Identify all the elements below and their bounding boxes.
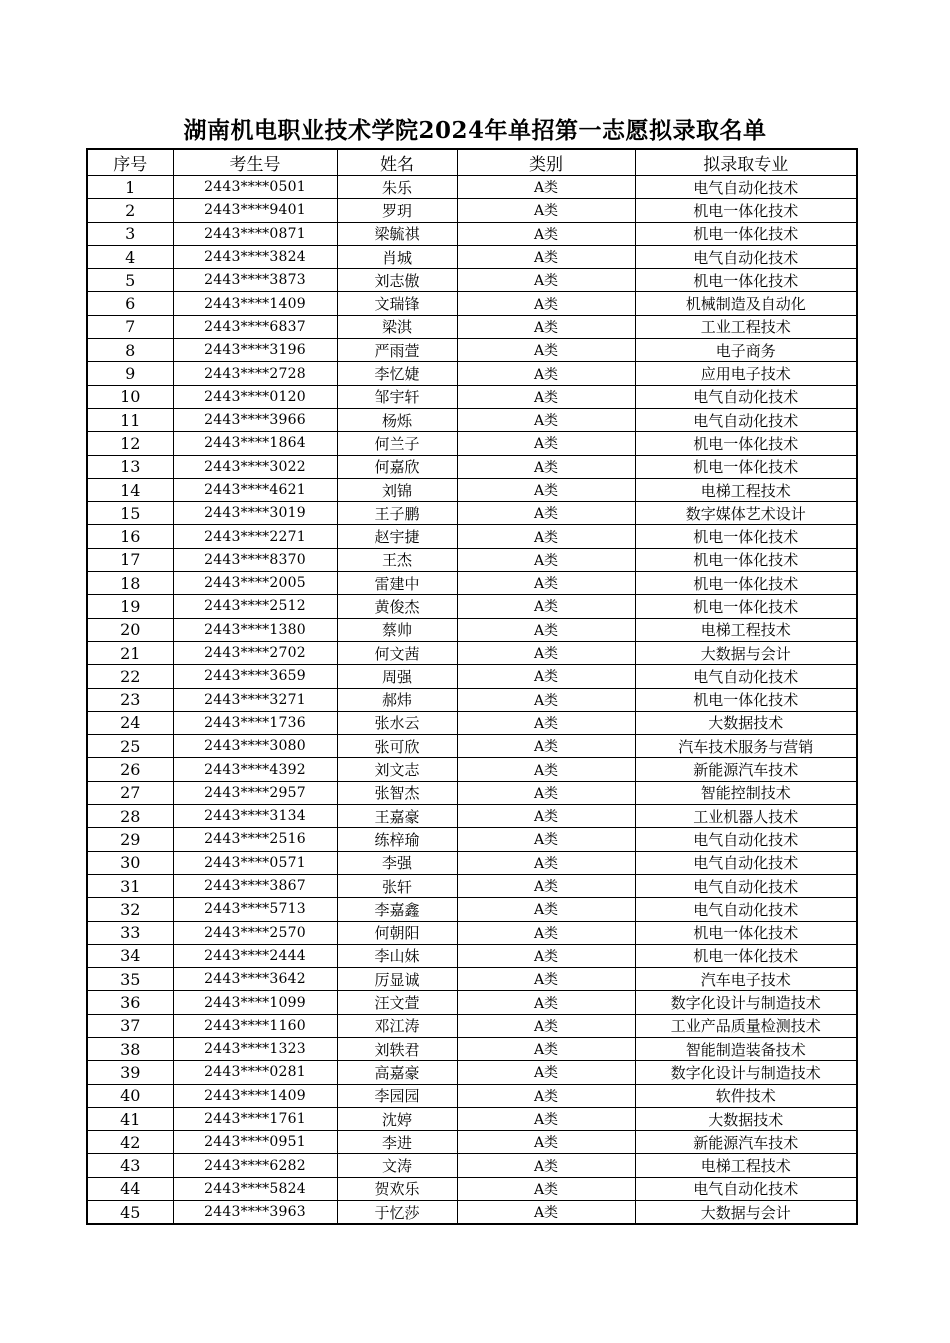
cell-major: 电气自动化技术 bbox=[635, 245, 857, 268]
cell-exam-id: 2443****2005 bbox=[173, 572, 337, 595]
cell-seq: 31 bbox=[87, 874, 173, 897]
cell-name: 贺欢乐 bbox=[337, 1177, 457, 1200]
cell-category: A类 bbox=[457, 1014, 635, 1037]
cell-exam-id: 2443****1409 bbox=[173, 292, 337, 315]
cell-category: A类 bbox=[457, 735, 635, 758]
cell-major: 机电一体化技术 bbox=[635, 595, 857, 618]
cell-major: 电气自动化技术 bbox=[635, 874, 857, 897]
cell-exam-id: 2443****0120 bbox=[173, 385, 337, 408]
document-title: 湖南机电职业技术学院2024年单招第一志愿拟录取名单 bbox=[183, 117, 767, 144]
cell-major: 电气自动化技术 bbox=[635, 385, 857, 408]
cell-seq: 9 bbox=[87, 362, 173, 385]
cell-name: 高嘉豪 bbox=[337, 1061, 457, 1084]
cell-exam-id: 2443****6837 bbox=[173, 315, 337, 338]
cell-seq: 8 bbox=[87, 339, 173, 362]
table-row bbox=[87, 1014, 857, 1037]
cell-category: A类 bbox=[457, 921, 635, 944]
cell-seq: 27 bbox=[87, 781, 173, 804]
cell-seq: 36 bbox=[87, 991, 173, 1014]
cell-name: 张智杰 bbox=[337, 781, 457, 804]
cell-category: A类 bbox=[457, 292, 635, 315]
cell-major: 大数据与会计 bbox=[635, 1201, 857, 1225]
table-row bbox=[87, 176, 857, 199]
table-row bbox=[87, 315, 857, 338]
cell-seq: 20 bbox=[87, 618, 173, 641]
cell-major: 软件技术 bbox=[635, 1084, 857, 1107]
cell-seq: 1 bbox=[87, 176, 173, 199]
table-row bbox=[87, 362, 857, 385]
cell-category: A类 bbox=[457, 1107, 635, 1130]
cell-category: A类 bbox=[457, 1201, 635, 1225]
cell-major: 机电一体化技术 bbox=[635, 525, 857, 548]
cell-name: 文瑞锋 bbox=[337, 292, 457, 315]
cell-name: 李园园 bbox=[337, 1084, 457, 1107]
cell-exam-id: 2443****3867 bbox=[173, 874, 337, 897]
table-row bbox=[87, 1131, 857, 1154]
cell-name: 刘志傲 bbox=[337, 269, 457, 292]
cell-category: A类 bbox=[457, 781, 635, 804]
cell-name: 李山妹 bbox=[337, 944, 457, 967]
cell-name: 于忆莎 bbox=[337, 1201, 457, 1225]
cell-category: A类 bbox=[457, 176, 635, 199]
cell-category: A类 bbox=[457, 478, 635, 501]
cell-seq: 42 bbox=[87, 1131, 173, 1154]
cell-exam-id: 2443****4392 bbox=[173, 758, 337, 781]
cell-seq: 23 bbox=[87, 688, 173, 711]
cell-major: 电梯工程技术 bbox=[635, 618, 857, 641]
cell-name: 邓江涛 bbox=[337, 1014, 457, 1037]
cell-exam-id: 2443****2728 bbox=[173, 362, 337, 385]
cell-major: 机电一体化技术 bbox=[635, 269, 857, 292]
cell-category: A类 bbox=[457, 665, 635, 688]
cell-category: A类 bbox=[457, 991, 635, 1014]
table-row bbox=[87, 339, 857, 362]
cell-major: 机电一体化技术 bbox=[635, 199, 857, 222]
cell-name: 王杰 bbox=[337, 548, 457, 571]
cell-category: A类 bbox=[457, 851, 635, 874]
cell-exam-id: 2443****3824 bbox=[173, 245, 337, 268]
cell-name: 文涛 bbox=[337, 1154, 457, 1177]
cell-exam-id: 2443****8370 bbox=[173, 548, 337, 571]
cell-seq: 22 bbox=[87, 665, 173, 688]
cell-exam-id: 2443****5713 bbox=[173, 898, 337, 921]
cell-name: 梁淇 bbox=[337, 315, 457, 338]
cell-category: A类 bbox=[457, 502, 635, 525]
cell-major: 新能源汽车技术 bbox=[635, 1131, 857, 1154]
cell-exam-id: 2443****1864 bbox=[173, 432, 337, 455]
cell-seq: 28 bbox=[87, 805, 173, 828]
cell-exam-id: 2443****2957 bbox=[173, 781, 337, 804]
cell-major: 电梯工程技术 bbox=[635, 478, 857, 501]
cell-seq: 43 bbox=[87, 1154, 173, 1177]
cell-major: 机电一体化技术 bbox=[635, 455, 857, 478]
table-row bbox=[87, 898, 857, 921]
cell-name: 蔡帅 bbox=[337, 618, 457, 641]
cell-exam-id: 2443****6282 bbox=[173, 1154, 337, 1177]
cell-exam-id: 2443****3134 bbox=[173, 805, 337, 828]
cell-exam-id: 2443****1160 bbox=[173, 1014, 337, 1037]
cell-category: A类 bbox=[457, 408, 635, 431]
cell-category: A类 bbox=[457, 1131, 635, 1154]
table-row bbox=[87, 245, 857, 268]
cell-name: 沈婷 bbox=[337, 1107, 457, 1130]
cell-exam-id: 2443****9401 bbox=[173, 199, 337, 222]
cell-exam-id: 2443****3271 bbox=[173, 688, 337, 711]
table-row bbox=[87, 455, 857, 478]
table-row bbox=[87, 1201, 857, 1225]
cell-major: 大数据与会计 bbox=[635, 641, 857, 664]
cell-category: A类 bbox=[457, 874, 635, 897]
cell-seq: 3 bbox=[87, 222, 173, 245]
cell-category: A类 bbox=[457, 1177, 635, 1200]
cell-name: 梁毓祺 bbox=[337, 222, 457, 245]
header-category: 类别 bbox=[457, 149, 635, 176]
cell-major: 电气自动化技术 bbox=[635, 828, 857, 851]
cell-name: 邹宇轩 bbox=[337, 385, 457, 408]
table-row bbox=[87, 1061, 857, 1084]
cell-exam-id: 2443****2702 bbox=[173, 641, 337, 664]
cell-major: 电气自动化技术 bbox=[635, 176, 857, 199]
cell-category: A类 bbox=[457, 805, 635, 828]
cell-seq: 17 bbox=[87, 548, 173, 571]
cell-exam-id: 2443****1323 bbox=[173, 1037, 337, 1060]
cell-exam-id: 2443****2570 bbox=[173, 921, 337, 944]
cell-exam-id: 2443****4621 bbox=[173, 478, 337, 501]
cell-category: A类 bbox=[457, 548, 635, 571]
cell-name: 张水云 bbox=[337, 711, 457, 734]
table-row bbox=[87, 805, 857, 828]
cell-seq: 11 bbox=[87, 408, 173, 431]
cell-major: 电气自动化技术 bbox=[635, 665, 857, 688]
cell-category: A类 bbox=[457, 269, 635, 292]
cell-name: 雷建中 bbox=[337, 572, 457, 595]
cell-seq: 29 bbox=[87, 828, 173, 851]
table-row bbox=[87, 1037, 857, 1060]
cell-major: 数字化设计与制造技术 bbox=[635, 1061, 857, 1084]
cell-exam-id: 2443****1736 bbox=[173, 711, 337, 734]
cell-exam-id: 2443****3642 bbox=[173, 968, 337, 991]
cell-seq: 34 bbox=[87, 944, 173, 967]
table-row bbox=[87, 688, 857, 711]
table-row bbox=[87, 1107, 857, 1130]
table-row bbox=[87, 1084, 857, 1107]
cell-category: A类 bbox=[457, 1037, 635, 1060]
table-row bbox=[87, 851, 857, 874]
cell-seq: 14 bbox=[87, 478, 173, 501]
cell-category: A类 bbox=[457, 758, 635, 781]
cell-category: A类 bbox=[457, 618, 635, 641]
cell-name: 严雨萱 bbox=[337, 339, 457, 362]
cell-exam-id: 2443****2444 bbox=[173, 944, 337, 967]
cell-seq: 21 bbox=[87, 641, 173, 664]
cell-category: A类 bbox=[457, 572, 635, 595]
table-body bbox=[87, 176, 857, 1225]
table-row bbox=[87, 758, 857, 781]
table-header-row bbox=[87, 149, 857, 176]
cell-exam-id: 2443****2512 bbox=[173, 595, 337, 618]
cell-major: 机电一体化技术 bbox=[635, 944, 857, 967]
table-row bbox=[87, 735, 857, 758]
cell-major: 电子商务 bbox=[635, 339, 857, 362]
cell-category: A类 bbox=[457, 1154, 635, 1177]
table-row bbox=[87, 1154, 857, 1177]
cell-name: 杨烁 bbox=[337, 408, 457, 431]
cell-major: 机械制造及自动化 bbox=[635, 292, 857, 315]
cell-category: A类 bbox=[457, 1061, 635, 1084]
cell-name: 厉显诚 bbox=[337, 968, 457, 991]
cell-major: 机电一体化技术 bbox=[635, 688, 857, 711]
cell-category: A类 bbox=[457, 711, 635, 734]
cell-name: 何文茜 bbox=[337, 641, 457, 664]
cell-name: 何兰子 bbox=[337, 432, 457, 455]
table-row bbox=[87, 572, 857, 595]
cell-exam-id: 2443****3080 bbox=[173, 735, 337, 758]
cell-category: A类 bbox=[457, 432, 635, 455]
cell-seq: 40 bbox=[87, 1084, 173, 1107]
cell-exam-id: 2443****1761 bbox=[173, 1107, 337, 1130]
cell-exam-id: 2443****2516 bbox=[173, 828, 337, 851]
table-row bbox=[87, 968, 857, 991]
cell-seq: 41 bbox=[87, 1107, 173, 1130]
cell-seq: 32 bbox=[87, 898, 173, 921]
cell-name: 何嘉欣 bbox=[337, 455, 457, 478]
cell-category: A类 bbox=[457, 968, 635, 991]
cell-category: A类 bbox=[457, 898, 635, 921]
cell-name: 李嘉鑫 bbox=[337, 898, 457, 921]
cell-major: 电气自动化技术 bbox=[635, 898, 857, 921]
cell-category: A类 bbox=[457, 595, 635, 618]
cell-seq: 18 bbox=[87, 572, 173, 595]
cell-seq: 24 bbox=[87, 711, 173, 734]
cell-seq: 16 bbox=[87, 525, 173, 548]
cell-major: 工业产品质量检测技术 bbox=[635, 1014, 857, 1037]
cell-name: 王子鹏 bbox=[337, 502, 457, 525]
cell-major: 机电一体化技术 bbox=[635, 432, 857, 455]
cell-exam-id: 2443****3196 bbox=[173, 339, 337, 362]
cell-major: 应用电子技术 bbox=[635, 362, 857, 385]
table-row bbox=[87, 548, 857, 571]
cell-exam-id: 2443****0871 bbox=[173, 222, 337, 245]
cell-category: A类 bbox=[457, 455, 635, 478]
cell-name: 朱乐 bbox=[337, 176, 457, 199]
cell-exam-id: 2443****0501 bbox=[173, 176, 337, 199]
cell-major: 汽车电子技术 bbox=[635, 968, 857, 991]
cell-name: 罗玥 bbox=[337, 199, 457, 222]
header-major: 拟录取专业 bbox=[635, 149, 857, 176]
cell-name: 肖城 bbox=[337, 245, 457, 268]
cell-seq: 7 bbox=[87, 315, 173, 338]
cell-name: 练梓瑜 bbox=[337, 828, 457, 851]
cell-seq: 37 bbox=[87, 1014, 173, 1037]
cell-seq: 6 bbox=[87, 292, 173, 315]
cell-exam-id: 2443****3659 bbox=[173, 665, 337, 688]
cell-exam-id: 2443****1380 bbox=[173, 618, 337, 641]
cell-seq: 45 bbox=[87, 1201, 173, 1225]
cell-major: 机电一体化技术 bbox=[635, 572, 857, 595]
cell-name: 赵宇捷 bbox=[337, 525, 457, 548]
cell-seq: 10 bbox=[87, 385, 173, 408]
table-row bbox=[87, 711, 857, 734]
header-name: 姓名 bbox=[337, 149, 457, 176]
table-row bbox=[87, 944, 857, 967]
cell-name: 张轩 bbox=[337, 874, 457, 897]
cell-name: 汪文萱 bbox=[337, 991, 457, 1014]
cell-major: 大数据技术 bbox=[635, 1107, 857, 1130]
cell-seq: 44 bbox=[87, 1177, 173, 1200]
cell-name: 黄俊杰 bbox=[337, 595, 457, 618]
table-row bbox=[87, 478, 857, 501]
cell-major: 汽车技术服务与营销 bbox=[635, 735, 857, 758]
cell-major: 工业机器人技术 bbox=[635, 805, 857, 828]
cell-name: 李忆婕 bbox=[337, 362, 457, 385]
cell-exam-id: 2443****3019 bbox=[173, 502, 337, 525]
cell-category: A类 bbox=[457, 315, 635, 338]
cell-exam-id: 2443****3022 bbox=[173, 455, 337, 478]
cell-major: 数字媒体艺术设计 bbox=[635, 502, 857, 525]
cell-major: 机电一体化技术 bbox=[635, 222, 857, 245]
table-row bbox=[87, 665, 857, 688]
table-row bbox=[87, 222, 857, 245]
cell-exam-id: 2443****0571 bbox=[173, 851, 337, 874]
table-row bbox=[87, 199, 857, 222]
cell-seq: 4 bbox=[87, 245, 173, 268]
cell-category: A类 bbox=[457, 245, 635, 268]
admission-table bbox=[86, 148, 858, 1225]
cell-major: 智能控制技术 bbox=[635, 781, 857, 804]
cell-major: 电气自动化技术 bbox=[635, 408, 857, 431]
cell-exam-id: 2443****3873 bbox=[173, 269, 337, 292]
cell-seq: 19 bbox=[87, 595, 173, 618]
table-row bbox=[87, 502, 857, 525]
cell-category: A类 bbox=[457, 944, 635, 967]
cell-seq: 12 bbox=[87, 432, 173, 455]
cell-name: 周强 bbox=[337, 665, 457, 688]
cell-name: 王嘉豪 bbox=[337, 805, 457, 828]
cell-exam-id: 2443****1099 bbox=[173, 991, 337, 1014]
cell-name: 李进 bbox=[337, 1131, 457, 1154]
cell-major: 机电一体化技术 bbox=[635, 548, 857, 571]
table-row bbox=[87, 828, 857, 851]
cell-major: 机电一体化技术 bbox=[635, 921, 857, 944]
table-row bbox=[87, 595, 857, 618]
table-row bbox=[87, 385, 857, 408]
cell-major: 新能源汽车技术 bbox=[635, 758, 857, 781]
cell-category: A类 bbox=[457, 339, 635, 362]
cell-exam-id: 2443****2271 bbox=[173, 525, 337, 548]
cell-exam-id: 2443****3963 bbox=[173, 1201, 337, 1225]
cell-exam-id: 2443****0951 bbox=[173, 1131, 337, 1154]
cell-category: A类 bbox=[457, 1084, 635, 1107]
cell-exam-id: 2443****5824 bbox=[173, 1177, 337, 1200]
cell-name: 何朝阳 bbox=[337, 921, 457, 944]
table-row bbox=[87, 921, 857, 944]
cell-exam-id: 2443****3966 bbox=[173, 408, 337, 431]
table-row bbox=[87, 432, 857, 455]
cell-category: A类 bbox=[457, 828, 635, 851]
cell-category: A类 bbox=[457, 525, 635, 548]
table-row bbox=[87, 781, 857, 804]
cell-seq: 39 bbox=[87, 1061, 173, 1084]
table-row bbox=[87, 525, 857, 548]
cell-seq: 15 bbox=[87, 502, 173, 525]
table-row bbox=[87, 408, 857, 431]
header-exam-id: 考生号 bbox=[173, 149, 337, 176]
cell-name: 刘文志 bbox=[337, 758, 457, 781]
cell-exam-id: 2443****0281 bbox=[173, 1061, 337, 1084]
table-row bbox=[87, 1177, 857, 1200]
cell-major: 工业工程技术 bbox=[635, 315, 857, 338]
cell-seq: 25 bbox=[87, 735, 173, 758]
header-seq: 序号 bbox=[87, 149, 173, 176]
cell-name: 李强 bbox=[337, 851, 457, 874]
cell-seq: 26 bbox=[87, 758, 173, 781]
cell-major: 大数据技术 bbox=[635, 711, 857, 734]
cell-category: A类 bbox=[457, 641, 635, 664]
table-row bbox=[87, 874, 857, 897]
cell-major: 电梯工程技术 bbox=[635, 1154, 857, 1177]
cell-name: 刘锦 bbox=[337, 478, 457, 501]
cell-seq: 13 bbox=[87, 455, 173, 478]
cell-seq: 5 bbox=[87, 269, 173, 292]
table-row bbox=[87, 641, 857, 664]
cell-category: A类 bbox=[457, 222, 635, 245]
cell-seq: 38 bbox=[87, 1037, 173, 1060]
cell-category: A类 bbox=[457, 362, 635, 385]
cell-seq: 2 bbox=[87, 199, 173, 222]
cell-seq: 33 bbox=[87, 921, 173, 944]
cell-major: 电气自动化技术 bbox=[635, 851, 857, 874]
cell-seq: 30 bbox=[87, 851, 173, 874]
table-row bbox=[87, 991, 857, 1014]
cell-name: 刘轶君 bbox=[337, 1037, 457, 1060]
cell-major: 数字化设计与制造技术 bbox=[635, 991, 857, 1014]
cell-category: A类 bbox=[457, 385, 635, 408]
table-row bbox=[87, 292, 857, 315]
cell-name: 郝炜 bbox=[337, 688, 457, 711]
table-row bbox=[87, 269, 857, 292]
cell-major: 电气自动化技术 bbox=[635, 1177, 857, 1200]
cell-major: 智能制造装备技术 bbox=[635, 1037, 857, 1060]
cell-seq: 35 bbox=[87, 968, 173, 991]
cell-category: A类 bbox=[457, 688, 635, 711]
table-row bbox=[87, 618, 857, 641]
cell-name: 张可欣 bbox=[337, 735, 457, 758]
cell-category: A类 bbox=[457, 199, 635, 222]
cell-exam-id: 2443****1409 bbox=[173, 1084, 337, 1107]
